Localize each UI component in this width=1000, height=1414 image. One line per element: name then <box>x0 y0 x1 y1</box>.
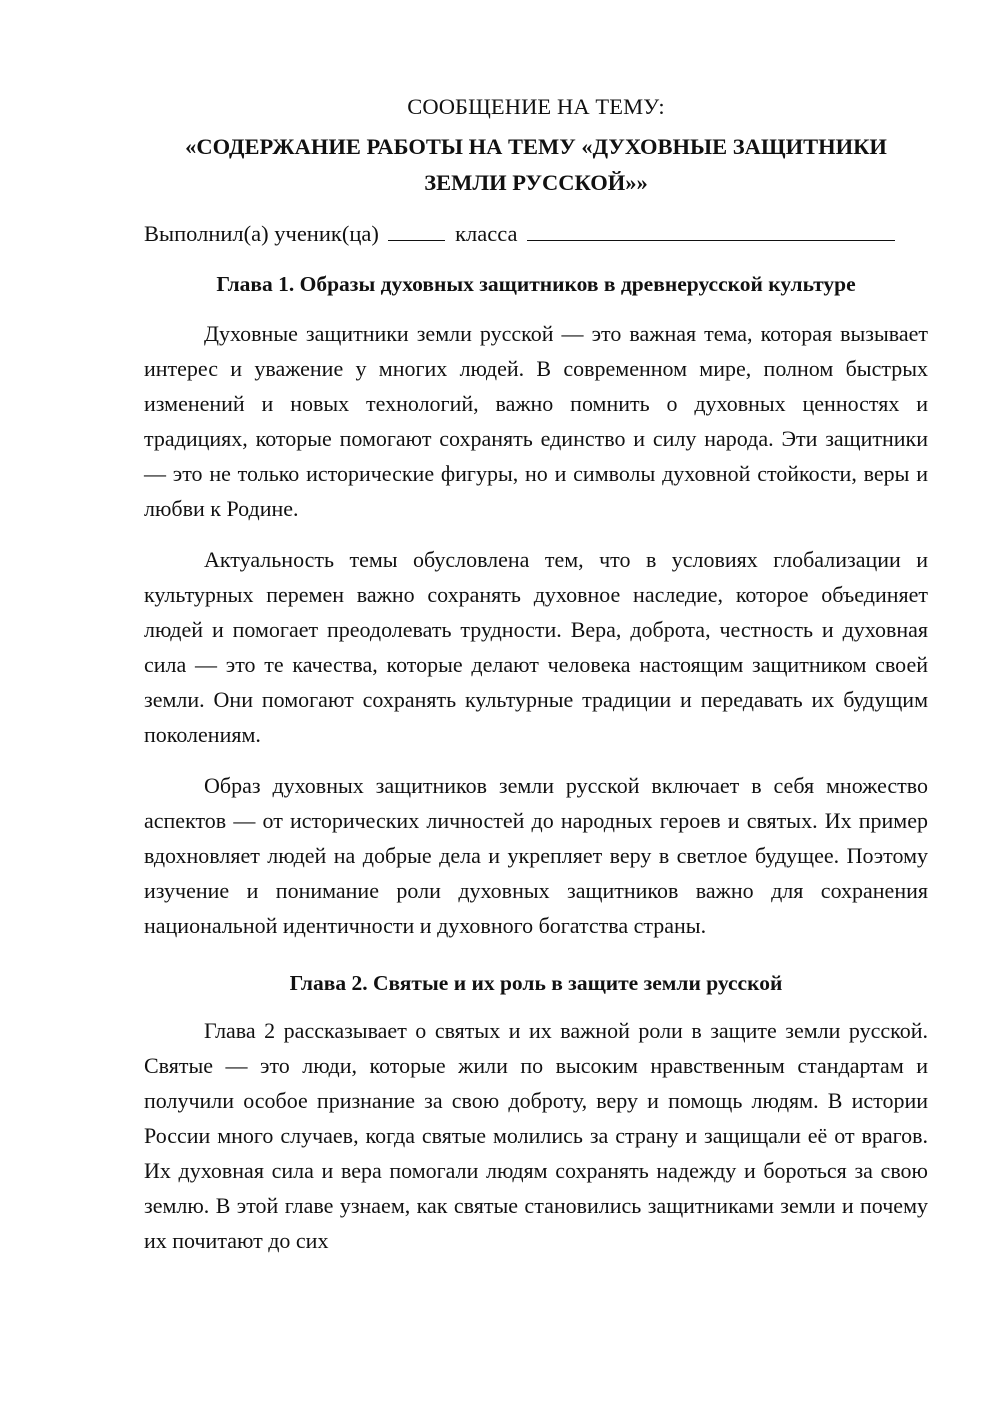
student-name-blank <box>527 220 895 241</box>
class-number-blank <box>388 220 445 241</box>
chapter-1-paragraph-3: Образ духовных защитников земли русской включает в себя множество аспектов — от исторических личностей до народных героев и святых. Их пример вдохновляет людей на добрые дела и укрепляет веру в светлое будущее. Поэтому изучение и понимание роли духовных защитников важно для сохранения национальной идентичности и духовного богатства страны. <box>144 773 928 938</box>
chapter-1-paragraph-1: Духовные защитники земли русской — это важная тема, которая вызывает интерес и уважение у многих людей. В современном мире, полном быстрых изменений и новых технологий, важно помнить о духовных ценностях и традициях, которые помогают сохранять единство и силу народа. Эти защитники — это не только исторические фигуры, но и символы духовной стойкости, веры и любви к Родине. <box>144 321 928 521</box>
chapter-1-paragraph-2: Актуальность темы обусловлена тем, что в условиях глобализации и культурных перемен важно сохранять духовное наследие, которое объединяет людей и помогает преодолевать трудности. Вера, доброта, честность и духовная сила — это те качества, которые делают человека настоящим защитником своей земли. Они помогают сохранять культурные традиции и передавать их будущим поколениям. <box>144 547 928 747</box>
document-page <box>144 92 928 1258</box>
document-title <box>144 129 928 201</box>
chapter-2-heading: Глава 2. Святые и их роль в защите земли русской <box>289 971 783 995</box>
document-title-line-1: «СОДЕРЖАНИЕ РАБОТЫ НА ТЕМУ «ДУХОВНЫЕ ЗАЩИТНИКИ <box>185 134 887 159</box>
author-line <box>144 219 928 249</box>
chapter-2-paragraph-1: Глава 2 рассказывает о святых и их важной роли в защите земли русской. Святые — это люди, которые жили по высоким нравственным стандартам и получили особое признание за свою доброту, веру и помощь людям. В истории России много случаев, когда святые молились за страну и защищали её от врагов. Их духовная сила и вера помогали людям сохранять надежду и бороться за свою землю. В этой главе узнаем, как святые становились защитниками земли и почему их почитают до сих <box>144 1018 928 1253</box>
class-label: класса <box>455 221 518 246</box>
chapter-1-heading: Глава 1. Образы духовных защитников в древнерусской культуре <box>216 272 856 296</box>
document-label: СООБЩЕНИЕ НА ТЕМУ: <box>407 94 665 119</box>
author-prefix: Выполнил(а) ученик(ца) <box>144 221 379 246</box>
document-title-line-2: ЗЕМЛИ РУССКОЙ»» <box>424 170 648 195</box>
